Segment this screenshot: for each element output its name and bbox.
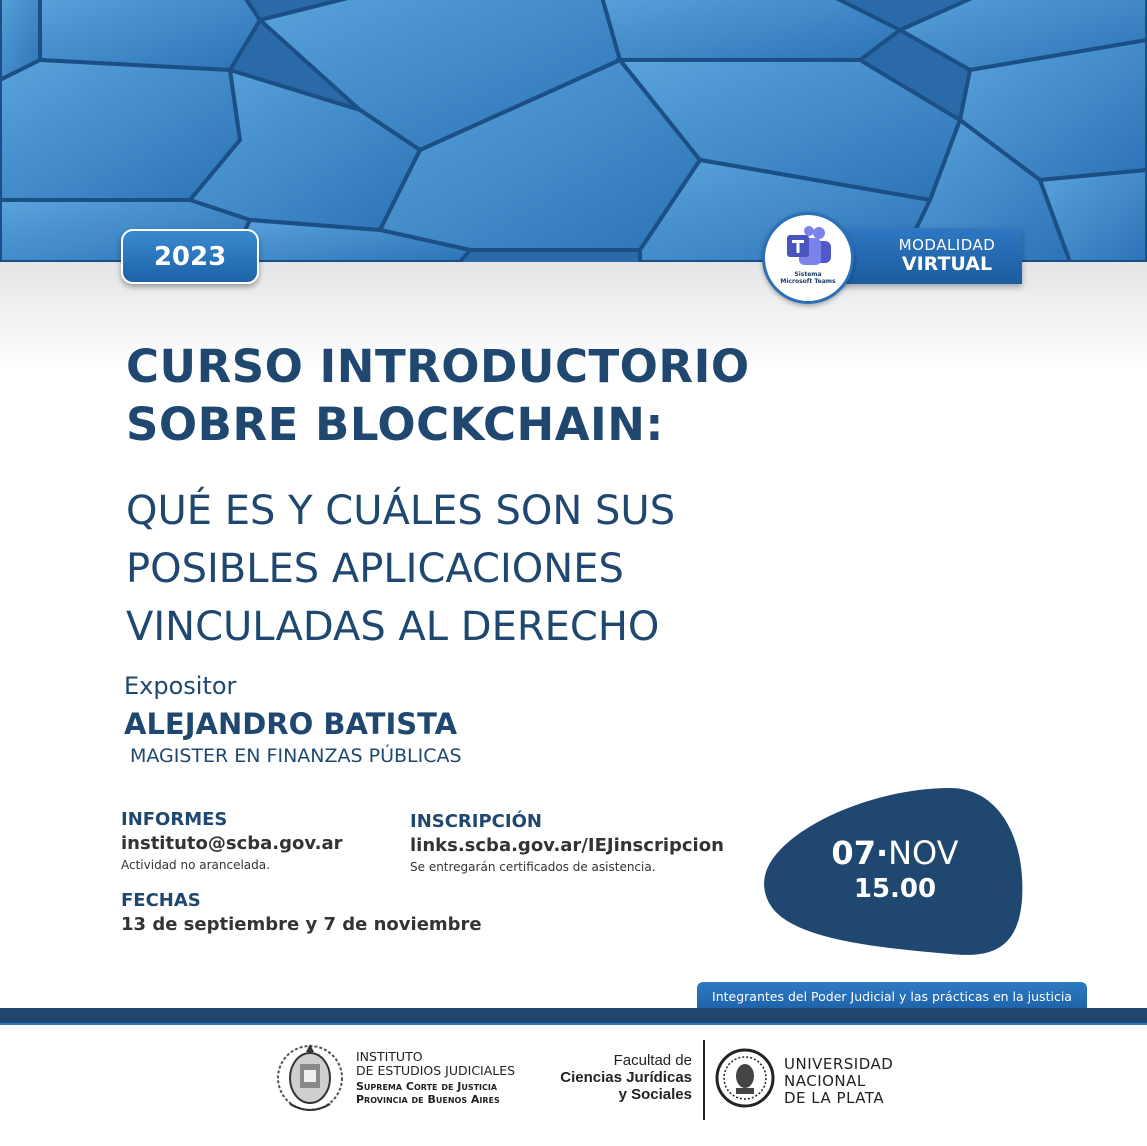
title-line: SOBRE BLOCKCHAIN: bbox=[126, 398, 664, 451]
inscripcion-link[interactable]: links.scba.gov.ar/IEJinscripcion bbox=[410, 835, 724, 856]
speaker-name: ALEJANDRO BATISTA bbox=[124, 707, 458, 741]
inscripcion-note: Se entregarán certificados de asistencia. bbox=[410, 860, 656, 874]
iej-logo-text: INSTITUTO DE ESTUDIOS JUDICIALES Suprema Corte de Justicia Provincia de Buenos Aires bbox=[356, 1049, 516, 1106]
teams-logo-circle bbox=[762, 212, 854, 304]
date-separator: · bbox=[875, 834, 889, 872]
fechas-value: 13 de septiembre y 7 de noviembre bbox=[121, 914, 482, 935]
subtitle-line: POSIBLES APLICACIONES bbox=[126, 546, 624, 592]
date-month: NOV bbox=[888, 834, 959, 872]
modality-value: VIRTUAL bbox=[901, 253, 993, 275]
subtitle-line: VINCULADAS AL DERECHO bbox=[126, 604, 660, 650]
date-time: 15.00 bbox=[853, 874, 937, 904]
hero-hex-background bbox=[0, 0, 1147, 262]
course-title bbox=[126, 338, 750, 454]
faculty-logo-text: Facultad de Ciencias Jurídicas y Sociales bbox=[560, 1052, 692, 1103]
expositor-label: Expositor bbox=[124, 672, 237, 700]
inscripcion-heading: INSCRIPCIÓN bbox=[410, 811, 542, 832]
date-day: 07 bbox=[831, 834, 876, 872]
footer-bar bbox=[0, 1008, 1147, 1023]
title-line: CURSO INTRODUCTORIO bbox=[126, 340, 750, 393]
unlp-logo-text: UNIVERSIDAD NACIONAL DE LA PLATA bbox=[784, 1055, 894, 1107]
provincial-crest-logo bbox=[276, 1038, 344, 1118]
year-badge bbox=[121, 229, 259, 284]
course-subtitle bbox=[126, 482, 675, 656]
footer-divider bbox=[703, 1040, 705, 1120]
fechas-heading: FECHAS bbox=[121, 890, 201, 911]
informes-note: Actividad no arancelada. bbox=[121, 858, 270, 872]
subtitle-line: QUÉ ES Y CUÁLES SON SUS bbox=[126, 488, 676, 534]
modality-label: MODALIDAD bbox=[898, 236, 996, 254]
microsoft-teams-icon bbox=[785, 225, 833, 269]
year-text: 2023 bbox=[153, 241, 227, 272]
speaker-title: MAGISTER EN FINANZAS PÚBLICAS bbox=[130, 745, 462, 767]
informes-heading: INFORMES bbox=[121, 809, 228, 830]
unlp-seal-logo bbox=[714, 1042, 776, 1114]
teams-caption: Sistema Microsoft Teams bbox=[780, 271, 836, 285]
footer-line bbox=[0, 1023, 1147, 1025]
audience-tab: Integrantes del Poder Judicial y las prácticas en la justicia bbox=[697, 982, 1087, 1010]
informes-email[interactable]: instituto@scba.gov.ar bbox=[121, 833, 343, 854]
date-badge bbox=[790, 834, 1000, 906]
